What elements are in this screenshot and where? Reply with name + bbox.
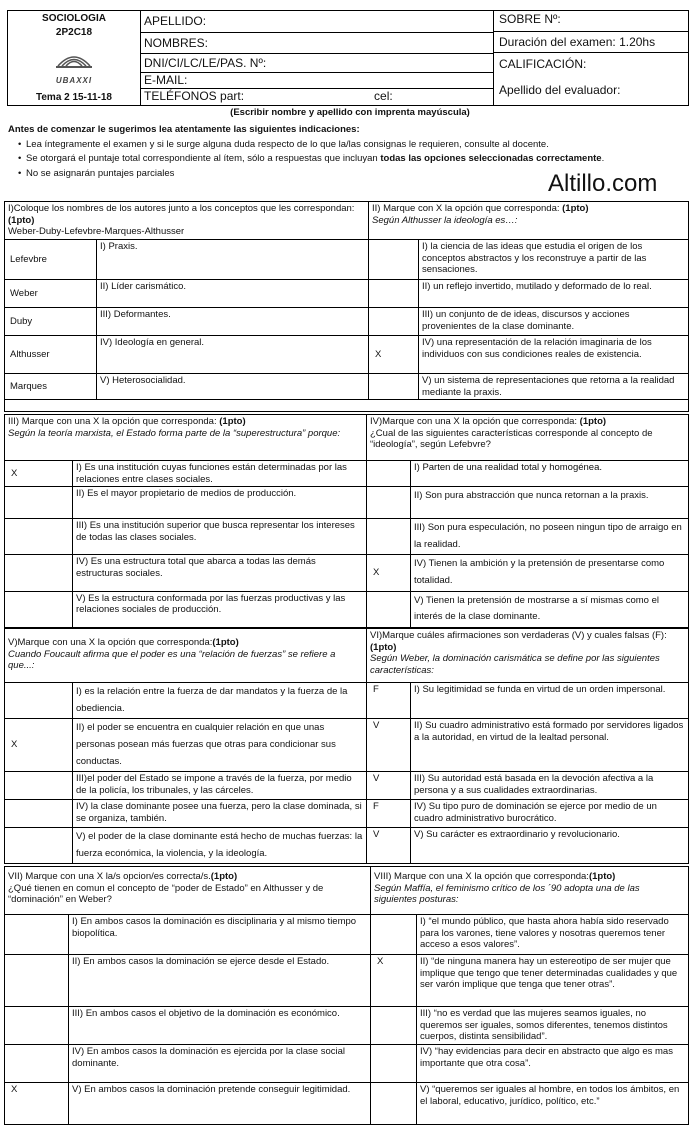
answer-mark[interactable]: V bbox=[367, 719, 411, 772]
answer-mark[interactable]: V bbox=[367, 828, 411, 864]
instruction-item bbox=[18, 153, 688, 165]
question-3-header bbox=[5, 415, 367, 461]
ubaxxi-logo bbox=[44, 44, 104, 84]
question-4-points: (1pto) bbox=[579, 416, 607, 427]
option-text: V) Su carácter es extraordinario y revolucionario. bbox=[411, 828, 689, 864]
phone-label: TELÉFONOS part: bbox=[144, 89, 245, 104]
logo-text: UBAXXI bbox=[55, 76, 93, 85]
question-grid-7-8 bbox=[4, 866, 689, 1125]
answer-cell[interactable]: Weber bbox=[5, 280, 97, 308]
question-7-points: (1pto) bbox=[210, 871, 238, 882]
question-3-prompt: Según la teoría marxista, el Estado forma parte de la “superestructura” porque: bbox=[8, 427, 341, 439]
instruction-text: No se asignarán puntajes parciales bbox=[26, 167, 175, 179]
answer-mark[interactable]: X bbox=[367, 555, 411, 591]
question-4-title: IV)Marque con una X la opción que corresponda: bbox=[370, 416, 580, 427]
concept-option: I) Praxis. bbox=[97, 240, 369, 280]
name-instruction: (Escribir nombre y apellido con imprenta mayúscula) bbox=[230, 107, 470, 118]
exam-duration: Duración del examen: 1.20hs bbox=[494, 32, 688, 53]
concept-option: V) Heterosocialidad. bbox=[97, 374, 369, 400]
answer-cell[interactable]: Marques bbox=[5, 374, 97, 400]
option-text: IV) la clase dominante posee una fuerza, pero la clase dominada, si se organiza, también. bbox=[73, 800, 367, 828]
option-text: I) En ambos casos la dominación es disciplinaria y al mismo tiempo biopolítica. bbox=[69, 915, 371, 955]
answer-mark[interactable] bbox=[367, 461, 411, 487]
option-text: V) “queremos ser iguales al hombre, en todos los ámbitos, en el laboral, educativo, jurídico, político, etc.” bbox=[417, 1083, 689, 1125]
question-7-header bbox=[5, 867, 371, 915]
option-text: V) En ambos casos la dominación pretende conseguir legitimidad. bbox=[69, 1083, 371, 1125]
answer-cell[interactable]: Duby bbox=[5, 308, 97, 336]
question-1-authors: Weber-Duby-Lefevbre-Marques-Althusser bbox=[8, 226, 185, 238]
question-3-points: (1pto) bbox=[219, 416, 246, 427]
option-text: II) Su cuadro administrativo está formado por servidores ligados a la autoridad, en virtud de la lealtad personal. bbox=[411, 719, 689, 772]
option-text: IV) Es una estructura total que abarca a todas las demás estructuras sociales. bbox=[73, 555, 367, 591]
answer-mark[interactable] bbox=[369, 374, 419, 400]
subject-code: 2P2C18 bbox=[55, 26, 93, 38]
option-text: I) Es una institución cuyas funciones están determinadas por las relaciones entre clases sociales. bbox=[73, 461, 367, 487]
answer-mark[interactable]: X bbox=[371, 955, 417, 1007]
answer-mark[interactable] bbox=[5, 487, 73, 519]
answer-cell[interactable]: Althusser bbox=[5, 336, 97, 374]
question-5-title: V)Marque con una X la opción que corresponda: bbox=[8, 637, 213, 648]
question-8-prompt: Según Maffía, el feminismo crítico de los ´90 adopta una de las siguientes posturas: bbox=[374, 882, 640, 906]
question-5-points: (1pto) bbox=[212, 637, 239, 648]
id-label: DNI/CI/LC/LE/PAS. Nº: bbox=[144, 55, 267, 70]
question-8-points: (1pto) bbox=[588, 871, 616, 882]
altillo-watermark: Altillo.com bbox=[548, 170, 658, 197]
answer-mark[interactable]: X bbox=[369, 336, 419, 374]
question-1-title: I)Coloque los nombres de los autores junto a los conceptos que les correspondan: bbox=[8, 203, 355, 214]
option-text: II) el poder se encuentra en cualquier relación en que unas personas posean más fuerzas que otras para condicionar sus conductas. bbox=[73, 719, 367, 772]
question-5-header bbox=[5, 629, 367, 683]
question-6-prompt: Según Weber, la dominación carismática se define por las siguientes características: bbox=[370, 653, 660, 676]
evaluator-label: Apellido del evaluador: bbox=[499, 83, 621, 97]
question-1-header bbox=[5, 202, 369, 240]
option-text: I) Parten de una realidad total y homogénea. bbox=[411, 461, 689, 487]
concept-option: III) Deformantes. bbox=[97, 308, 369, 336]
answer-mark[interactable] bbox=[5, 772, 73, 800]
option-text: IV) Su tipo puro de dominación se ejerce por medio de un cuadro administrativo burocrático. bbox=[411, 800, 689, 828]
concept-option: IV) Ideología en general. bbox=[97, 336, 369, 374]
option-text: II) Son pura abstracción que nunca retornan a la praxis. bbox=[411, 487, 689, 519]
question-5-prompt: Cuando Foucault afirma que el poder es una “relación de fuerzas” se refiere a que...: bbox=[8, 648, 336, 672]
names-label: NOMBRES: bbox=[144, 35, 209, 50]
answer-mark[interactable] bbox=[5, 683, 73, 719]
answer-mark[interactable] bbox=[369, 308, 419, 336]
question-8-title: VIII) Marque con una X la opción que corresponda: bbox=[374, 871, 589, 882]
answer-mark[interactable]: V bbox=[367, 772, 411, 800]
option-text: I) es la relación entre la fuerza de dar mandatos y la fuerza de la obediencia. bbox=[73, 683, 367, 719]
answer-mark[interactable] bbox=[369, 280, 419, 308]
header-subject-box bbox=[8, 11, 141, 105]
cel-label: cel: bbox=[374, 89, 393, 104]
instruction-text: . bbox=[601, 153, 605, 165]
option-text: III) En ambos casos el objetivo de la dominación es económico. bbox=[69, 1007, 371, 1045]
answer-mark[interactable] bbox=[371, 1083, 417, 1125]
option-text: V) Tienen la pretensión de mostrarse a sí mismas como el interés de la clase dominante. bbox=[411, 591, 689, 627]
answer-mark[interactable] bbox=[371, 1007, 417, 1045]
exam-info bbox=[494, 11, 688, 105]
question-1-points: (1pto) bbox=[8, 214, 35, 226]
instruction-text: Se otorgará el puntaje total correspondiente al ítem, sólo a respuestas que incluyan bbox=[26, 153, 381, 165]
option-text: II) Es el mayor propietario de medios de producción. bbox=[73, 487, 367, 519]
option-text: III) Su autoridad está basada en la devoción afectiva a la persona y a sus cualidades extraordinarias. bbox=[411, 772, 689, 800]
option-text: III) un conjunto de de ideas, discursos y acciones provenientes de la clase dominante. bbox=[419, 308, 689, 336]
answer-mark[interactable] bbox=[369, 240, 419, 280]
option-text: IV) una representación de la relación imaginaria de los individuos con sus condiciones reales de existencia. bbox=[419, 336, 689, 374]
option-text: IV) Tienen la ambición y la pretensión de presentarse como totalidad. bbox=[411, 555, 689, 591]
answer-mark[interactable]: X bbox=[5, 461, 73, 487]
answer-mark[interactable] bbox=[5, 591, 73, 627]
question-7-title: VII) Marque con una X la/s opcion/es correcta/s. bbox=[8, 871, 211, 882]
question-4-prompt: ¿Cual de las siguientes características corresponde al concepto de “ideología”, según Lefebvre? bbox=[370, 427, 653, 451]
option-text: IV) “hay evidencias para decir en abstracto que algo es mas importante que otra cosa”. bbox=[417, 1045, 689, 1083]
surname-label: APELLIDO: bbox=[144, 14, 207, 29]
answer-mark[interactable] bbox=[5, 915, 69, 955]
option-text: V) un sistema de representaciones que retorna a la realidad mediante la praxis. bbox=[419, 374, 689, 400]
question-2-points: (1pto) bbox=[562, 203, 589, 214]
question-4-header bbox=[367, 415, 689, 461]
question-grid-1-2 bbox=[4, 201, 689, 412]
question-3-title: III) Marque con una X la opción que corresponda: bbox=[8, 416, 220, 427]
answer-mark[interactable]: F bbox=[367, 800, 411, 828]
surname-field[interactable] bbox=[141, 11, 493, 33]
answer-mark[interactable] bbox=[5, 1007, 69, 1045]
phone-field[interactable] bbox=[141, 89, 493, 104]
option-text: I) Su legitimidad se funda en virtud de un orden impersonal. bbox=[411, 683, 689, 719]
answer-mark[interactable] bbox=[5, 955, 69, 1007]
instructions-lead: Antes de comenzar le sugerimos lea atentamente las siguientes indicaciones: bbox=[8, 124, 360, 135]
option-text: V) el poder de la clase dominante está hecho de muchas fuerzas: la fuerza económica, la violencia, y la ideología. bbox=[73, 828, 367, 864]
option-text: IV) En ambos casos la dominación es ejercida por la clase social dominante. bbox=[69, 1045, 371, 1083]
option-text: II) “de ninguna manera hay un estereotipo de ser mujer que implique que tengo que tener determinadas cualidades y que ser varón implique que tenga que tener otras”. bbox=[417, 955, 689, 1007]
question-7-prompt: ¿Qué tienen en comun el concepto de “poder de Estado” en Althusser y de “dominación” en Weber? bbox=[8, 882, 324, 906]
subject-name: SOCIOLOGIA bbox=[42, 13, 106, 24]
names-field[interactable] bbox=[141, 33, 493, 54]
option-text: II) En ambos casos la dominación se ejerce desde el Estado. bbox=[69, 955, 371, 1007]
answer-mark[interactable]: F bbox=[367, 683, 411, 719]
question-2-header bbox=[369, 202, 689, 240]
answer-mark[interactable] bbox=[5, 828, 73, 864]
option-text: I) la ciencia de las ideas que estudia el origen de los conceptos abstractos y los reconstruye a partir de las sensaciones. bbox=[419, 240, 689, 280]
email-label: E-MAIL: bbox=[144, 73, 188, 88]
question-grid-5-6 bbox=[4, 628, 689, 864]
question-2-prompt: Según Althusser la ideología es…: bbox=[372, 214, 518, 226]
id-field[interactable] bbox=[141, 54, 493, 73]
answer-cell[interactable]: Lefevbre bbox=[5, 240, 97, 280]
answer-mark[interactable] bbox=[367, 519, 411, 555]
exam-header bbox=[7, 10, 689, 106]
question-6-header bbox=[367, 629, 689, 683]
answer-mark[interactable] bbox=[5, 555, 73, 591]
question-8-header bbox=[371, 867, 689, 915]
option-text: III) Es una institución superior que busca representar los intereses de todas las clases sociales. bbox=[73, 519, 367, 555]
question-6-points: (1pto) bbox=[370, 641, 397, 653]
exam-theme-date: Tema 2 15-11-18 bbox=[36, 91, 112, 103]
question-6-title: VI)Marque cuáles afirmaciones son verdaderas (V) y cuales falsas (F): bbox=[370, 630, 667, 641]
answer-mark[interactable] bbox=[367, 487, 411, 519]
option-text: V) Es la estructura conformada por las fuerzas productivas y las relaciones sociales de producción. bbox=[73, 591, 367, 627]
answer-mark[interactable] bbox=[371, 915, 417, 955]
instruction-item bbox=[18, 139, 688, 151]
instruction-text: Lea íntegramente el examen y si le surge alguna duda respecto de lo que la/las consignas le requieren, consulte al docente. bbox=[26, 138, 549, 150]
row-spacer bbox=[5, 400, 689, 412]
answer-mark[interactable] bbox=[5, 800, 73, 828]
envelope-number: SOBRE Nº: bbox=[494, 11, 688, 32]
answer-mark[interactable] bbox=[5, 519, 73, 555]
answer-mark[interactable] bbox=[5, 1045, 69, 1083]
option-text: III) “no es verdad que las mujeres seamos iguales, no queremos ser iguales, somos diferentes, tenemos distintos cuerpos, distinta sensibilidad”. bbox=[417, 1007, 689, 1045]
grade-label: CALIFICACIÓN: bbox=[499, 57, 587, 71]
student-fields bbox=[141, 11, 494, 105]
answer-mark[interactable]: X bbox=[5, 719, 73, 772]
option-text: III)el poder del Estado se impone a través de la fuerza, por medio de la policía, los tribunales, y las cárceles. bbox=[73, 772, 367, 800]
option-text: II) un reflejo invertido, mutilado y deformado de lo real. bbox=[419, 280, 689, 308]
instruction-bold: todas las opciones seleccionadas correctamente bbox=[380, 153, 602, 165]
answer-mark[interactable]: X bbox=[5, 1083, 69, 1125]
answer-mark[interactable] bbox=[371, 1045, 417, 1083]
option-text: III) Son pura especulación, no poseen ningun tipo de arraigo en la realidad. bbox=[411, 519, 689, 555]
ubaxxi-logo-icon bbox=[44, 44, 104, 76]
question-grid-3-4 bbox=[4, 414, 689, 628]
email-field[interactable] bbox=[141, 73, 493, 89]
answer-mark[interactable] bbox=[367, 591, 411, 627]
concept-option: II) Líder carismático. bbox=[97, 280, 369, 308]
question-2-title: II) Marque con X la opción que corresponda: bbox=[372, 203, 563, 214]
option-text: I) “el mundo público, que hasta ahora había sido reservado para los varones, tiene valores y nosotras queremos tener acceso a esos valores”. bbox=[417, 915, 689, 955]
